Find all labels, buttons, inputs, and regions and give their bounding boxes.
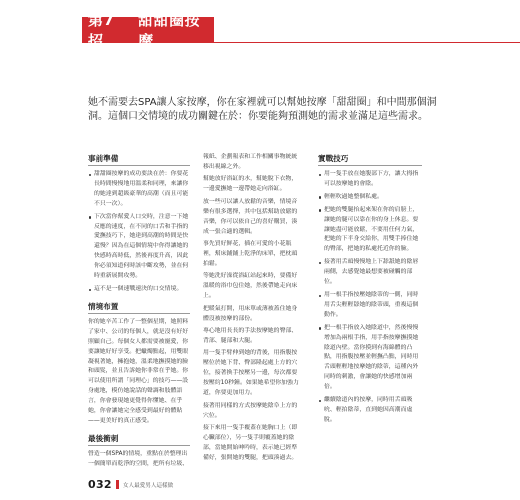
running-title: 女人最愛男人這樣做 <box>122 482 174 489</box>
chapter-number: 第7招 <box>88 11 115 50</box>
step-paragraph: 等她洗好澡從浴缸站起來時，要備好溫暖的浴巾包住她，然後帶她走向床上。 <box>203 273 298 300</box>
list-item: 把她的雙腿抬起來架在你的肩膀上，讓她的腿可以靠在你的身上休息。要讓她盡可能放鬆，不要用任何力氣，把她的下半身交給你，用雙手捧住她的臀部，把她的私處托近你的臉。 <box>318 206 422 256</box>
list-item: 輕輕吹過她整個私處。 <box>318 193 422 203</box>
step-paragraph: 放一些可以讓人放鬆的音樂，情境音樂有很多選擇，其中包括幫助放鬆的音樂，你可以依自己的喜好購買，湊成一張合適的選輯。 <box>203 198 298 235</box>
section-heading-technique: 實戰技巧 <box>318 153 422 166</box>
section-heading-final: 最後衝刺 <box>88 433 190 446</box>
chapter-title: 甜甜圈按摩 <box>138 11 201 50</box>
intro-paragraph: 她不需要去SPA讓人家按摩，你在家裡就可以幫她按摩「甜甜圈」和中間那個洞洞。這個口交情境的成功關鍵在於：你要能夠預測她的需求並滿足這些需求。 <box>88 97 437 122</box>
list-item: 接著用舌頭慢慢地上下舔舐她的陰唇兩側，去感覺她最想要被碰觸的部位。 <box>318 258 422 288</box>
step-paragraph: 接著用同樣的方式按摩她陰阜上方的穴位。 <box>203 402 298 419</box>
list-item: 甜甜圈按摩的成功要訣在於：你要花長時間慢慢地用溫柔和同理，來讓你的她達到超級豪華的高潮（而且可能不只一次）。 <box>88 170 190 210</box>
list-item: 這不是一個速戰速決的口交情境。 <box>88 285 190 295</box>
page-number: 032 <box>88 478 112 491</box>
section-heading-prep: 事前準備 <box>88 153 190 166</box>
chapter-header <box>82 11 214 50</box>
list-item: 下次當你幫愛人口交時，注意一下她反應的速度，在不同的口舌和手指的愛撫技巧下，她達到高潮的時間是快還慢？因為在這個情境中你得讓她的快感時高時低，然後再度升高，因此你必須知道何時該中斷攻勢，並在何時重新展開攻勢。 <box>88 213 190 282</box>
column-middle <box>203 153 301 466</box>
step-paragraph: 把暖氣打開，用床單或薄被蓋住她身體沒被按摩的部份。 <box>203 305 298 322</box>
step-paragraph: 專心地用長長的手法按摩她的臀部、背部、腿部和大腿。 <box>203 328 298 344</box>
list-item: 用一隻手放在她腹部下方，讓大拇指可以按摩她的會陰。 <box>318 170 422 190</box>
technique-list <box>318 170 422 426</box>
final-paragraph: 營造一個SPA的情境，重點在於整理出一個簡單而乾淨的空間，把所有垃圾、 <box>88 450 189 467</box>
step-paragraph: 接下來用一隻手覆蓋在她胸口上（即心臟部位），另一隻手則覆蓋她的陰部，當她開始呻吟時，表示她已經準備好，張開她的雙腿，把頭湊過去。 <box>203 425 298 461</box>
list-item: 把一根手指放入她陰道中，然後慢慢增加為兩根手指，用手指按摩撫摸她陰道內壁。當你摸到有海綿體的凸點，用指腹按壓並輕撫凸點，同時用舌頭輕輕地按摩她的陰蒂，這種內外同時的刺激，會讓她的快感增加兩倍。 <box>318 324 422 393</box>
step-paragraph: 事先買好鮮花，插在可愛的小花瓶裡，幫床鋪鋪上乾淨的床單，把枕頭拍鬆。 <box>203 241 298 267</box>
prep-list <box>88 170 190 295</box>
section-heading-setting: 情境布置 <box>88 301 190 314</box>
step-paragraph: 用一隻手臂伸到她的背後，用指腹按壓位於她下背、臀部隆起處上方的穴位，接著換手按壓另一邊，每次都要按壓約10秒鐘。如果她希望你加強力道，你要更加用力。 <box>203 350 299 397</box>
step-paragraph: 報紙、企劃報表和工作相關事物統統移出視線之外。 <box>203 154 298 170</box>
footer-marker <box>116 480 119 489</box>
list-item: 用一根手指按壓她陰蒂的一側，同時用舌尖輕輕舔她的陰蒂頭，重複這個動作。 <box>318 291 422 321</box>
step-paragraph: 幫她放好浴缸的水，幫她脫下衣物，一邊愛撫她一邊帶她走向浴缸。 <box>203 176 298 193</box>
header-rule <box>214 42 520 43</box>
column-right <box>318 153 422 432</box>
setting-paragraph: 你的她辛苦工作了一整個星期，她照料了家中、公司的每個人，就是沒有好好照顧自己。每個女人都需要被寵愛，你要讓她好好享受。把蠟燭點起，用雙眼凝視著她，擁抱她，溫柔地撫摸她的臉和頭髮，並且告訴她你非常在乎她。你可以使用所謂「同理心」的技巧——設身處地，模仿她說話的聲調和肢體語言，你會發現她更覺得你懂她、在乎她，你會讓她完全感受到最好的體貼——更美好的真正感受。 <box>88 318 189 424</box>
column-left <box>88 153 190 476</box>
list-item: 繼續陰道內的按摩，同時用舌頭吸吮、輕拍陰蒂，直到她因高潮而虛脫。 <box>318 396 422 426</box>
page-footer <box>88 478 173 491</box>
